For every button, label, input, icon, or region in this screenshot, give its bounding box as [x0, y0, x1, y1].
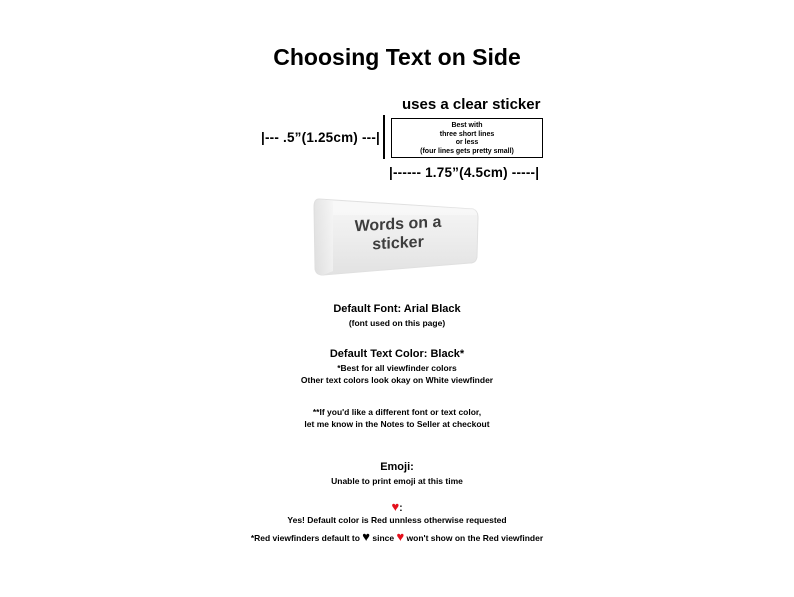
- red-viewfinder-note: [0, 531, 794, 544]
- red-viewfinder-note-part1: *Red viewfinders default to: [250, 533, 363, 543]
- custom-request-line-2: let me know in the Notes to Seller at checkout: [304, 419, 490, 429]
- sticker-sample-image: [313, 195, 479, 277]
- page-title: Choosing Text on Side: [273, 44, 521, 70]
- red-viewfinder-note-part3: won't show on the Red viewfinder: [404, 533, 544, 543]
- default-font-note: (font used on this page): [348, 318, 446, 328]
- red-heart-icon: ♥: [391, 499, 400, 514]
- sticker-box-line: (four lines gets pretty small): [420, 147, 514, 155]
- heart-heading-colon: :: [399, 503, 403, 514]
- red-viewfinder-note-part2: since: [370, 533, 397, 543]
- heart-heading: [0, 499, 794, 514]
- custom-request-line-1: **If you'd like a different font or text color,: [312, 407, 482, 417]
- sticker-sample-text: [343, 212, 453, 256]
- default-color-note-1: *Best for all viewfinder colors: [337, 363, 457, 373]
- red-heart-icon: ♥: [396, 529, 405, 544]
- height-dimension-bar: [383, 115, 385, 159]
- default-color-heading: Default Text Color: Black*: [329, 348, 465, 360]
- width-dimension: |------ 1.75”(4.5cm) -----|: [389, 165, 540, 180]
- sticker-sample-line: Words on a: [354, 213, 442, 236]
- clear-sticker-label: uses a clear sticker: [402, 96, 541, 113]
- height-dimension: |--- .5”(1.25cm) ---|: [261, 130, 381, 145]
- default-color-note-2: Other text colors look okay on White viewfinder: [300, 375, 494, 385]
- emoji-note: Unable to print emoji at this time: [331, 476, 463, 486]
- sticker-sample-line: sticker: [372, 233, 424, 254]
- sticker-size-box: [391, 118, 543, 158]
- emoji-heading: Emoji:: [380, 461, 414, 473]
- sticker-box-line: three short lines: [439, 130, 495, 138]
- sticker-box-line: or less: [455, 139, 479, 146]
- heart-default-note: Yes! Default color is Red unnless otherwise requested: [287, 515, 507, 525]
- sticker-box-line: Best with: [451, 122, 483, 129]
- black-heart-icon: ♥: [362, 529, 370, 544]
- default-font-heading: Default Font: Arial Black: [333, 303, 461, 315]
